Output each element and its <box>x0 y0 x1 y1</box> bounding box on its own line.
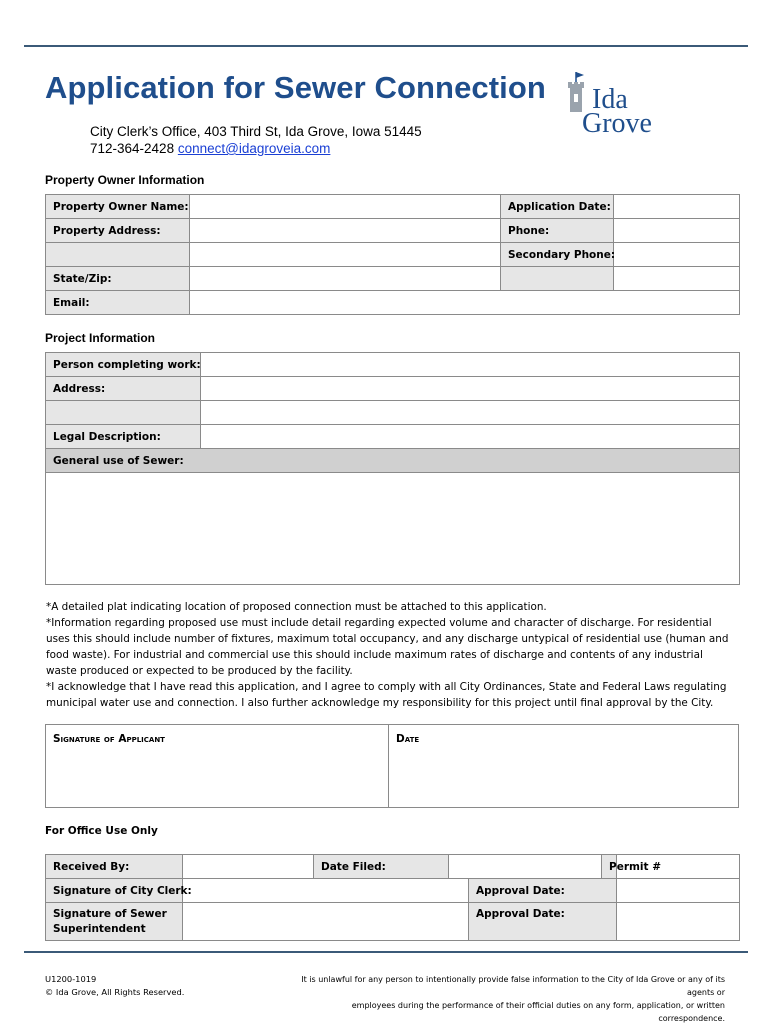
superintendent-label-line-1: Signature of Sewer <box>53 908 167 920</box>
phone-label: Phone: <box>501 219 614 243</box>
table-row <box>46 291 740 315</box>
note-proposed-use: *Information regarding proposed use must include detail regarding expected volume and character of discharge. For residential uses this should include number of fixtures, maximum total occupancy, and any discharge untypical of residential use (human and food waste). For industrial and commercial use this should include maximum rates of discharge and contents of any industrial waste produced or expected to be produced by the facility. <box>46 617 729 677</box>
office-use-heading: For Office Use Only <box>45 825 158 837</box>
legal-description-field[interactable] <box>201 425 740 449</box>
warning-line-2: employees during the performance of their official duties on any form, application, or written correspondence. <box>351 1001 725 1023</box>
table-row <box>46 903 740 941</box>
project-address-extra-label <box>46 401 201 425</box>
office-address: City Clerk’s Office, 403 Third St, Ida Grove, Iowa 51445 <box>90 124 422 139</box>
signature-box <box>45 724 739 808</box>
table-row <box>46 401 740 425</box>
legal-description-label: Legal Description: <box>46 425 201 449</box>
note-acknowledgement: *I acknowledge that I have read this application, and I agree to comply with all City Ordinances, State and Federal Laws regulating municipal water use and connection. I also further acknowledge my responsibility for this project until final approval by the City. <box>46 681 727 709</box>
office-phone-email <box>90 140 422 157</box>
blank-field[interactable] <box>614 267 740 291</box>
warning-line-1: It is unlawful for any person to intentionally provide false information to the City of Ida Grove or any of its agents or <box>301 975 725 997</box>
person-completing-work-field[interactable] <box>201 353 740 377</box>
secondary-phone-field[interactable] <box>614 243 740 267</box>
city-clerk-signature-field[interactable] <box>183 879 469 903</box>
phone-field[interactable] <box>614 219 740 243</box>
logo-line-2: Grove <box>582 108 652 139</box>
application-notes <box>46 599 736 711</box>
page-title: Application for Sewer Connection <box>45 70 546 105</box>
person-completing-work-label: Person completing work: <box>46 353 201 377</box>
table-row <box>46 449 740 473</box>
clerk-approval-date-label: Approval Date: <box>469 879 617 903</box>
blank-shaded-cell <box>501 267 614 291</box>
signature-date-label: Date <box>396 733 420 745</box>
office-phone: 712-364-2428 <box>90 141 175 156</box>
general-use-label: General use of Sewer: <box>46 449 740 473</box>
bottom-rule <box>24 951 748 953</box>
superintendent-signature-label <box>46 903 183 941</box>
form-code: U1200-1019 <box>45 974 97 984</box>
table-row <box>46 267 740 291</box>
general-use-field[interactable] <box>46 473 740 585</box>
footer-left <box>45 973 184 999</box>
owner-section-heading: Property Owner Information <box>45 173 205 187</box>
state-zip-field[interactable] <box>190 267 501 291</box>
applicant-signature-field[interactable] <box>46 749 388 807</box>
table-row <box>46 195 740 219</box>
table-row <box>46 855 740 879</box>
signature-date-field[interactable] <box>389 749 738 807</box>
project-section-heading: Project Information <box>45 331 156 345</box>
applicant-signature-label: Signature of Applicant <box>53 733 165 745</box>
email-field[interactable] <box>190 291 740 315</box>
table-row <box>46 879 740 903</box>
permit-label: Permit # <box>602 855 617 879</box>
project-address-field[interactable] <box>201 377 740 401</box>
table-row <box>46 353 740 377</box>
project-info-table <box>45 352 740 585</box>
superintendent-signature-field[interactable] <box>183 903 469 941</box>
superintendent-approval-date-label: Approval Date: <box>469 903 617 941</box>
note-plat: *A detailed plat indicating location of proposed connection must be attached to this application. <box>46 601 547 613</box>
owner-name-field[interactable] <box>190 195 501 219</box>
logo-wordmark <box>582 84 652 139</box>
application-date-label: Application Date: <box>501 195 614 219</box>
copyright: © Ida Grove, All Rights Reserved. <box>45 987 185 997</box>
email-label: Email: <box>46 291 190 315</box>
owner-name-label: Property Owner Name: <box>46 195 190 219</box>
logo-line-1: Ida <box>592 84 628 115</box>
project-address-label: Address: <box>46 377 201 401</box>
superintendent-label-line-2: Superintendent <box>53 923 146 935</box>
received-by-field[interactable] <box>183 855 314 879</box>
date-filed-field[interactable] <box>449 855 602 879</box>
property-address-field[interactable] <box>190 219 501 243</box>
property-address-label: Property Address: <box>46 219 190 243</box>
office-contact <box>90 123 422 157</box>
ida-grove-logo <box>560 70 660 142</box>
received-by-label: Received By: <box>46 855 183 879</box>
city-clerk-signature-label: Signature of City Clerk: <box>46 879 183 903</box>
clerk-approval-date-field[interactable] <box>617 879 740 903</box>
office-use-table <box>45 854 740 941</box>
table-row <box>46 473 740 585</box>
table-row <box>46 377 740 401</box>
application-date-field[interactable] <box>614 195 740 219</box>
table-row <box>46 425 740 449</box>
table-row <box>46 243 740 267</box>
table-row <box>46 219 740 243</box>
owner-info-table <box>45 194 740 315</box>
state-zip-label: State/Zip: <box>46 267 190 291</box>
top-rule <box>24 45 748 47</box>
property-address-line-2-field[interactable] <box>190 243 501 267</box>
secondary-phone-label: Secondary Phone: <box>501 243 614 267</box>
superintendent-approval-date-field[interactable] <box>617 903 740 941</box>
date-filed-label: Date Filed: <box>314 855 449 879</box>
project-address-line-2-field[interactable] <box>201 401 740 425</box>
office-email-link[interactable]: connect@idagroveia.com <box>177 141 331 156</box>
footer-warning <box>300 973 725 1024</box>
property-address-extra-label <box>46 243 190 267</box>
